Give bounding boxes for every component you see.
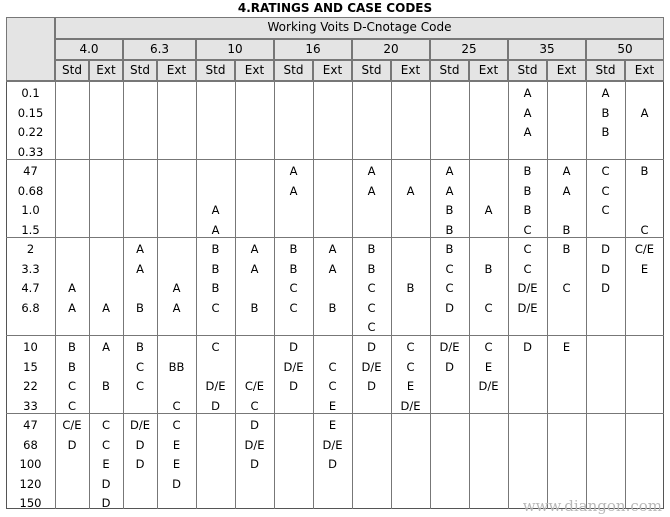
case-code-cell: A A A: [523, 86, 532, 139]
case-code-cell: A A: [68, 281, 76, 315]
capacitance-values: 0.1 0.15 0.22 0.33: [17, 86, 44, 159]
case-code-cell: A A: [211, 203, 220, 237]
row-divider: [6, 81, 664, 82]
case-code-cell: C C D/E D/E: [517, 242, 538, 315]
voltage-header: 35: [539, 42, 555, 56]
case-code-cell: D/E D: [439, 340, 460, 374]
std-subheader: Std: [283, 63, 304, 77]
case-code-cell: B C C: [135, 340, 145, 393]
ext-subheader: Ext: [244, 63, 265, 77]
case-code-cell: C/E E: [634, 242, 655, 276]
case-code-cell: C C E D/E: [400, 340, 421, 413]
std-subheader: Std: [62, 63, 82, 77]
case-code-cell: D D/E D: [283, 340, 304, 393]
case-code-cell: C E E D: [172, 418, 181, 491]
case-code-cell: B B B C: [211, 242, 220, 315]
case-code-cell: B C: [484, 261, 493, 315]
case-code-cell: B C: [562, 242, 571, 295]
capacitance-values: 2 3.3 4.7 6.8: [21, 242, 40, 315]
case-code-cell: C/E D: [62, 418, 82, 452]
case-code-cell: A: [406, 183, 415, 198]
case-code-cell: D D D: [601, 242, 610, 295]
case-code-cell: A A B: [136, 242, 144, 315]
case-code-cell: BB C: [168, 359, 185, 413]
voltage-header: 4.0: [79, 42, 99, 56]
ext-subheader: Ext: [556, 63, 577, 77]
case-code-cell: A A: [172, 281, 181, 315]
case-code-cell: A A B: [562, 164, 571, 237]
ext-subheader: Ext: [478, 63, 499, 77]
case-code-cell: C/E C: [244, 379, 265, 413]
case-code-cell: A B: [102, 340, 110, 393]
case-code-cell: B: [406, 281, 415, 295]
ext-subheader: Ext: [96, 63, 116, 77]
voltage-header: 50: [617, 42, 633, 56]
ext-subheader: Ext: [400, 63, 421, 77]
case-code-cell: C C E: [328, 359, 337, 413]
case-code-cell: A A B: [328, 242, 337, 315]
capacitance-values: 47 68 100 120 150: [19, 418, 42, 510]
working-volts-header: Working Voits D-Cnotage Code: [267, 20, 452, 34]
case-code-cell: A A: [289, 164, 298, 198]
row-divider: [6, 159, 664, 160]
voltage-header: 25: [461, 42, 477, 56]
case-code-cell: A A: [367, 164, 376, 198]
case-code-cell: A A B B: [445, 164, 454, 237]
capacitance-values: 47 0.68 1.0 1.5: [17, 164, 44, 237]
row-divider: [6, 335, 664, 336]
voltage-header: 10: [227, 42, 243, 56]
std-subheader: Std: [361, 63, 382, 77]
voltage-header: 6.3: [149, 42, 170, 56]
ext-subheader: Ext: [166, 63, 187, 77]
case-code-cell: C E D/E: [478, 340, 499, 393]
case-code-cell: B B C C C: [367, 242, 376, 334]
std-subheader: Std: [130, 63, 150, 77]
header-corner: [6, 17, 55, 81]
std-subheader: Std: [205, 63, 226, 77]
case-code-cell: C C E D D: [101, 418, 111, 510]
std-subheader: Std: [517, 63, 538, 77]
voltage-header: 16: [305, 42, 321, 56]
ext-subheader: Ext: [322, 63, 343, 77]
case-code-cell: D: [523, 340, 532, 354]
case-code-cell: A B B: [601, 86, 610, 139]
column-divider: [625, 81, 626, 509]
case-code-cell: D/E D D: [130, 418, 150, 471]
case-code-cell: B B C C: [289, 242, 298, 315]
ext-subheader: Ext: [634, 63, 655, 77]
case-code-cell: E D/E D: [322, 418, 343, 471]
case-code-cell: A: [640, 105, 649, 120]
case-code-cell: C C C: [601, 164, 610, 217]
case-code-cell: A A B: [250, 242, 259, 315]
std-subheader: Std: [439, 63, 460, 77]
case-code-cell: C D/E D: [205, 340, 226, 413]
case-code-cell: A: [102, 300, 110, 315]
table-title: 4.RATINGS AND CASE CODES: [237, 1, 433, 15]
voltage-header: 20: [383, 42, 399, 56]
case-code-cell: B B B C: [523, 164, 532, 237]
ratings-table: [6, 17, 664, 509]
std-subheader: Std: [595, 63, 616, 77]
case-code-cell: B B C C: [67, 340, 77, 413]
case-code-cell: A: [484, 203, 493, 217]
case-code-cell: E: [562, 340, 571, 354]
case-code-cell: B C C D: [445, 242, 454, 315]
case-code-cell: B C: [640, 164, 649, 237]
case-code-cell: D D/E D: [361, 340, 382, 393]
case-code-cell: D D/E D: [244, 418, 265, 471]
watermark: www.diangon.com: [522, 497, 662, 515]
capacitance-values: 10 15 22 33: [23, 340, 38, 413]
